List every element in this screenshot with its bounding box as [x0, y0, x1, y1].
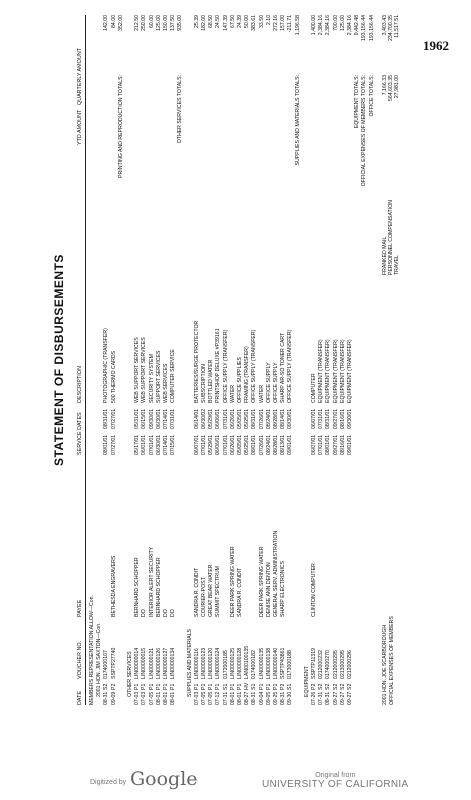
row-voucher: LIN00000014	[134, 647, 141, 679]
footer-category-label: PERSONNEL COMPENSATION	[387, 200, 394, 275]
row-service-to: 06/14/01	[193, 408, 200, 429]
row-service-to: 09/27/01	[332, 408, 339, 429]
row-amount: 67.50	[229, 15, 236, 28]
row-date: 07-26	[311, 691, 317, 705]
row-voucher: LIN00000116	[193, 648, 200, 679]
row-service-to: 06/26/01	[229, 408, 236, 429]
row-amount: 700.00	[332, 15, 339, 31]
row-service-to: 05/05/01	[237, 408, 243, 429]
row-payee: DEER PARK SPRING WATER	[258, 546, 265, 617]
row-amount: 250.00	[141, 15, 148, 31]
section-subheading: 2001 HON. JIM SAXTON—Con.	[96, 622, 103, 697]
row-voucher: LIN00000126	[155, 647, 162, 679]
google-logo: Google	[130, 768, 198, 790]
row-amount: 182.00	[201, 15, 207, 31]
row-date: 08-27	[244, 691, 251, 705]
row-service-to: 06/30/01	[155, 408, 162, 429]
footer-official-expenses: OFFICIAL EXPENSES OF MEMBERS	[388, 616, 395, 705]
printing-totals-amount: 352.00	[117, 15, 124, 31]
row-payee: COURIER-POST	[201, 577, 207, 617]
row-voucher: 0173000188	[287, 650, 294, 679]
section-members-allow: MEMBERS REPRESENTATION ALLOW—Con.	[89, 595, 95, 705]
original-from-label: Original from	[315, 772, 356, 779]
row-service-to: 07/31/01	[318, 408, 325, 429]
row-type: P2	[311, 683, 317, 690]
row-payee: GENERAL SERV. ADMINISTRATION	[273, 530, 279, 617]
printing-totals-label: PRINTING AND REPRODUCTION TOTALS:	[117, 75, 124, 178]
row-service-from: 05/17/01	[134, 434, 141, 455]
row-description: OFFICE SUPPLY (TRANSFER)	[251, 329, 258, 403]
row-date: 08-31	[103, 691, 110, 705]
row-description: SUBSCRIPTION	[201, 364, 207, 403]
row-amount: 125.00	[155, 15, 162, 31]
row-type: P1	[163, 683, 169, 690]
row-date: 08-01	[155, 691, 162, 705]
office-totals-amount: 193,156.44	[368, 15, 375, 41]
row-voucher: 0212000296	[347, 650, 353, 679]
row-date: 09-27	[332, 691, 339, 705]
row-type: S1	[287, 683, 294, 690]
supplies-totals	[294, 15, 302, 705]
row-service-from: 06/07/01	[311, 434, 317, 455]
header-ytd: YTD AMOUNT	[77, 109, 83, 145]
equipment-totals-amount: 9,442.48	[354, 15, 361, 36]
row-type: P1	[229, 683, 236, 690]
row-service-to: 07/27/01	[110, 408, 117, 429]
row-payee: DENISE ANN DENTON	[265, 562, 272, 617]
row-type: P1	[201, 683, 207, 690]
row-payee: DEER PARK SPRING WATER	[229, 546, 236, 617]
footer-category-label: TRAVEL	[393, 255, 400, 275]
row-type: P1	[208, 683, 215, 690]
row-service-to: 06/15/01	[141, 408, 148, 429]
row-amount: 137.50	[170, 15, 177, 31]
equipment-totals-label: EQUIPMENT TOTALS:	[354, 75, 361, 129]
row-date: 09-09	[110, 691, 117, 705]
row-voucher: 0172000185	[222, 650, 229, 679]
row-description: EQUIPMENT (TRANSFER)	[318, 339, 325, 403]
row-type: S2	[347, 683, 353, 690]
header-date: DATE	[77, 691, 83, 705]
row-description: EQUIPMENT (TRANSFER)	[325, 339, 332, 403]
row-amount: 1,400.00	[311, 15, 317, 36]
row-service-from: 07/27/01	[110, 434, 117, 455]
row-payee: DO	[141, 609, 148, 617]
row-description: EQUIPMENT (TRANSFER)	[332, 339, 339, 403]
row-date: 08-01	[237, 691, 243, 705]
row-date: 09-04	[258, 691, 265, 705]
row-voucher: LIN00000015	[141, 647, 148, 679]
printing-totals	[117, 15, 125, 705]
row-description: EQUIPMENT (TRANSFER)	[347, 339, 353, 403]
row-amount: 147.39	[222, 15, 229, 31]
row-type: S1	[251, 683, 258, 690]
row-service-from: 08/24/01	[265, 434, 272, 455]
row-service-from: 05/05/01	[237, 434, 243, 455]
row-type: P1	[237, 683, 243, 690]
row-type: P1	[215, 683, 222, 690]
row-date: 07-03	[134, 691, 141, 705]
row-description: COMPUTER	[311, 373, 317, 403]
row-service-to: 08/28/01	[273, 408, 279, 429]
row-service-from: 05/29/01	[208, 434, 215, 455]
row-amount: 33.50	[258, 15, 265, 28]
row-service-to: 08/31/01	[103, 408, 110, 429]
row-amount: 84.00	[110, 15, 117, 28]
row-amount: 24.39	[237, 15, 243, 28]
row-service-from: 08/16/01	[339, 434, 346, 455]
row-amount: -211.71	[287, 15, 294, 33]
row-type: P1	[273, 683, 279, 690]
row-service-to: 05/31/01	[134, 408, 141, 429]
row-description: WEB SERVICES	[163, 363, 169, 403]
row-service-from: 09/27/01	[332, 434, 339, 455]
footer-ytd-amount: 564,603.35	[387, 75, 394, 101]
office-totals	[368, 15, 376, 705]
row-description: OFFICE SUPPLIES	[237, 357, 243, 403]
row-amount: 2,384.16	[325, 15, 332, 36]
row-voucher: 0212000295	[332, 650, 339, 679]
row-date: 08-31	[251, 691, 258, 705]
row-description: OFFICE SUPPLY (TRANSFER)	[222, 329, 229, 403]
row-date: 08-01	[163, 691, 169, 705]
row-amount: 2.10	[265, 15, 272, 26]
row-payee: SANDRA R. CONDIT	[193, 567, 200, 617]
header-description: DESCRIPTION	[77, 366, 83, 403]
footer-ytd-amount: 7,166.33	[381, 75, 388, 96]
footer-category-label: FRANKED MAIL	[381, 236, 388, 275]
section-supplies: SUPPLIES AND MATERIALS	[186, 629, 193, 697]
row-date: 09-25	[273, 691, 279, 705]
row-service-to: 07/14/01	[163, 408, 169, 429]
row-type: S2	[318, 683, 325, 690]
row-service-from: 08/01/01	[325, 434, 332, 455]
row-amount: 2,384.16	[318, 15, 325, 36]
header-service-dates: SERVICE DATES	[77, 412, 83, 455]
official-expenses-totals-amount: 193,156.44	[361, 15, 368, 41]
other-services-totals	[176, 15, 184, 705]
row-date: 08-31	[280, 691, 287, 705]
row-amount: 150.00	[163, 15, 169, 31]
row-service-to: 07/26/01	[258, 408, 265, 429]
row-service-from: 08/01/01	[103, 434, 110, 455]
row-payee: GREAT BEAR WATER	[208, 564, 215, 617]
row-service-from: 07/26/01	[258, 434, 265, 455]
statement-title: STATEMENT OF DISBURSEMENTS	[52, 254, 66, 466]
row-date: 07-05	[201, 691, 207, 705]
table-header	[74, 15, 86, 705]
row-date: 08-31	[325, 691, 332, 705]
row-service-to: 09/30/01	[148, 408, 155, 429]
digitized-by-label: Digitized by	[90, 779, 127, 786]
row-service-from: 09/01/01	[287, 434, 294, 455]
row-payee: INTERIOR ALERT SECURITY	[148, 546, 155, 617]
row-type: P2	[110, 683, 117, 690]
footer-member-name: 2001 HON. JOE SCARBOROUGH	[381, 624, 388, 705]
row-date: 07-12	[215, 691, 222, 705]
row-type: P1	[170, 683, 177, 690]
row-voucher: LIN00000138	[265, 647, 272, 679]
row-type: S2	[103, 683, 110, 690]
row-type: S1	[222, 683, 229, 690]
row-voucher: LIN00000124	[215, 647, 222, 679]
row-voucher: SSPTP27740	[110, 647, 117, 679]
row-date: 07-31	[318, 691, 325, 705]
row-description: SUPPORT SERVICES	[155, 350, 162, 403]
row-description: BOTTLED WATER	[208, 359, 215, 403]
row-type: HV	[244, 682, 251, 690]
row-description: EQUIPMENT (TRANSFER)	[339, 339, 346, 403]
row-amount: 2,384.16	[347, 15, 353, 36]
row-service-from: 09/01/01	[347, 434, 353, 455]
row-description: FRAMING (TRANSFER)	[244, 346, 251, 403]
row-description: OFFICE SUPPLY	[273, 362, 279, 403]
row-payee: SUMMIT SPECTRUM	[215, 566, 222, 617]
row-amount: 142.00	[103, 15, 110, 31]
row-description: COMPUTER SERVICE	[170, 349, 177, 403]
row-service-to: 06/30/02	[201, 408, 207, 429]
header-quarterly: QUARTERLY AMOUNT	[77, 48, 83, 105]
row-service-from: 06/06/01	[215, 434, 222, 455]
row-service-from: 08/13/01	[280, 434, 287, 455]
row-voucher: LIN00000125	[229, 647, 236, 679]
row-service-from: 08/28/01	[273, 434, 279, 455]
supplies-totals-amount: 1,196.58	[294, 15, 301, 36]
row-description: WEB SUPPORT SERVICES	[141, 337, 148, 403]
row-date: 07-31	[222, 691, 229, 705]
page-number: 1962	[423, 38, 449, 53]
row-type: P2	[280, 683, 287, 690]
office-totals-label: OFFICE TOTALS:	[368, 75, 375, 117]
row-payee: SANDRA R. CONDIT	[237, 567, 243, 617]
row-description: OFFICE SUPPLY	[265, 362, 272, 403]
row-voucher: 0174000107	[103, 650, 110, 679]
row-voucher: LIN00000121	[148, 647, 155, 679]
row-date: 08-01	[170, 691, 177, 705]
footer-block	[381, 15, 405, 705]
section-other-services: OTHER SERVICES	[127, 651, 133, 697]
university-watermark	[262, 772, 408, 790]
row-voucher: LIN00000140	[273, 647, 279, 679]
row-type: P1	[193, 683, 200, 690]
row-service-from: 07/01/01	[201, 434, 207, 455]
row-type: S2	[325, 683, 332, 690]
row-service-to: 08/14/01	[280, 408, 287, 429]
row-service-to: 08/16/01	[339, 408, 346, 429]
row-service-from: 06/26/01	[229, 434, 236, 455]
row-service-to: 08/24/01	[265, 408, 272, 429]
row-voucher: SSPTP43861	[280, 647, 287, 679]
row-voucher: LIN00000128	[237, 647, 243, 679]
row-description: BATTERIES/SURGE PROTECTOR	[193, 320, 200, 403]
row-description: OFFICE SUPPLY (TRANSFER)	[287, 329, 294, 403]
row-amount: 68.50	[208, 15, 215, 28]
row-date: 07-03	[141, 691, 148, 705]
university-label: UNIVERSITY OF CALIFORNIA	[262, 779, 409, 790]
row-voucher: SSPTP11319	[311, 647, 317, 679]
row-date: 08-01	[229, 691, 236, 705]
row-date: 09-27	[347, 691, 353, 705]
row-voucher: LIN00000127	[163, 647, 169, 679]
row-amount: 50.00	[244, 15, 251, 28]
footer-quarterly-amount: 234,700.35	[387, 15, 394, 41]
row-payee: DO	[170, 609, 177, 617]
row-date: 09-27	[339, 691, 346, 705]
row-service-from: 07/14/01	[163, 434, 169, 455]
row-type: P1	[155, 683, 162, 690]
row-amount: 25.39	[193, 15, 200, 28]
row-amount: 212.50	[134, 15, 141, 31]
row-voucher: LAN00100135	[244, 645, 251, 679]
row-amount: 157.00	[280, 15, 287, 31]
supplies-totals-label: SUPPLIES AND MATERIALS TOTALS:	[294, 75, 301, 166]
row-voucher: LIN00000120	[208, 647, 215, 679]
row-payee: CLINTON COMPUTER	[311, 563, 317, 617]
row-description: WATER	[258, 384, 265, 403]
row-voucher: 0174000182	[251, 650, 258, 679]
row-payee: BERNHARD SCHOPPER	[134, 557, 141, 617]
row-service-from: 08/01/01	[251, 434, 258, 455]
header-voucher: VOUCHER NO.	[77, 640, 83, 679]
row-service-to: 07/31/01	[222, 408, 229, 429]
row-description: WEB SUPPORT SERVICES	[134, 337, 141, 403]
row-payee: BERNHARD SCHOPPER	[155, 557, 162, 617]
row-voucher: LIN00000135	[258, 647, 265, 679]
row-amount: 272.16	[273, 15, 279, 31]
official-expenses-totals-label: OFFICIAL EXPENSES OF MEMBERS TOTALS:	[361, 75, 368, 187]
row-service-from: 06/30/01	[155, 434, 162, 455]
row-service-to: 07/31/01	[170, 408, 177, 429]
row-date: 09-30	[287, 691, 294, 705]
row-amount: 60.00	[148, 15, 155, 28]
row-voucher: 0213000295	[339, 650, 346, 679]
row-service-from: 06/01/01	[141, 434, 148, 455]
other-services-totals-amount: 935.00	[177, 15, 184, 31]
row-type: P1	[258, 683, 265, 690]
footer-quarterly-amount: 11,517.51	[393, 15, 400, 38]
row-service-from: 07/01/01	[148, 434, 155, 455]
row-service-to: 08/31/01	[251, 408, 258, 429]
row-voucher: 0174000270	[325, 650, 332, 679]
row-type: P1	[134, 683, 141, 690]
row-type: P1	[141, 683, 148, 690]
other-services-totals-label: OTHER SERVICES TOTALS:	[177, 75, 184, 144]
row-date: 07-03	[193, 691, 200, 705]
row-service-to: 06/07/01	[311, 408, 317, 429]
row-description: PRINTSHOP DELUXE #P39161	[215, 328, 222, 403]
row-description: 500 THERMO CARDS	[110, 350, 117, 403]
row-description: WATER	[229, 384, 236, 403]
section-equipment: EQUIPMENT	[303, 666, 310, 697]
row-service-from: 07/15/01	[170, 434, 177, 455]
row-service-to: 05/25/01	[244, 408, 251, 429]
row-type: S2	[339, 683, 346, 690]
row-payee: SHARP ELECTRONICS	[280, 560, 287, 617]
row-type: P1	[148, 683, 155, 690]
footer-quarterly-amount: 3,403.43	[381, 15, 388, 36]
google-digitized-watermark	[90, 770, 210, 794]
row-service-to: 09/30/01	[287, 408, 294, 429]
row-service-from: 07/01/01	[222, 434, 229, 455]
row-service-from: 07/01/01	[318, 434, 325, 455]
row-voucher: LIN00000134	[170, 647, 177, 679]
row-service-from: 06/07/01	[193, 434, 200, 455]
row-voucher: LIN00000123	[201, 647, 207, 679]
footer-ytd-amount: 27,981.00	[393, 75, 400, 99]
disbursement-statement	[34, 15, 454, 705]
row-description: SECURITY SYSTEM	[148, 354, 155, 403]
row-description: SHARP AR-SO TONER CART	[280, 332, 287, 403]
header-payee: PAYEE	[77, 599, 83, 617]
row-date: 09-05	[265, 691, 272, 705]
row-type: P1	[265, 683, 272, 690]
row-date: 07-05	[208, 691, 215, 705]
row-payee: BETHESDA ENGRAVERS	[110, 555, 117, 617]
row-amount: 24.50	[215, 15, 222, 28]
row-type: S2	[332, 683, 339, 690]
row-description: PHOTOGRAPHIC (TRANSFER)	[103, 328, 110, 403]
row-date: 07-05	[148, 691, 155, 705]
row-amount: 383.61	[251, 15, 258, 31]
row-voucher: 0212000232	[318, 650, 325, 679]
row-service-to: 08/31/01	[325, 408, 332, 429]
row-payee: DO	[163, 609, 169, 617]
row-service-to: 09/30/01	[347, 408, 353, 429]
row-service-from: 05/25/01	[244, 434, 251, 455]
row-service-to: 05/29/01	[208, 408, 215, 429]
row-service-to: 06/06/01	[215, 408, 222, 429]
row-amount: 125.00	[339, 15, 346, 31]
